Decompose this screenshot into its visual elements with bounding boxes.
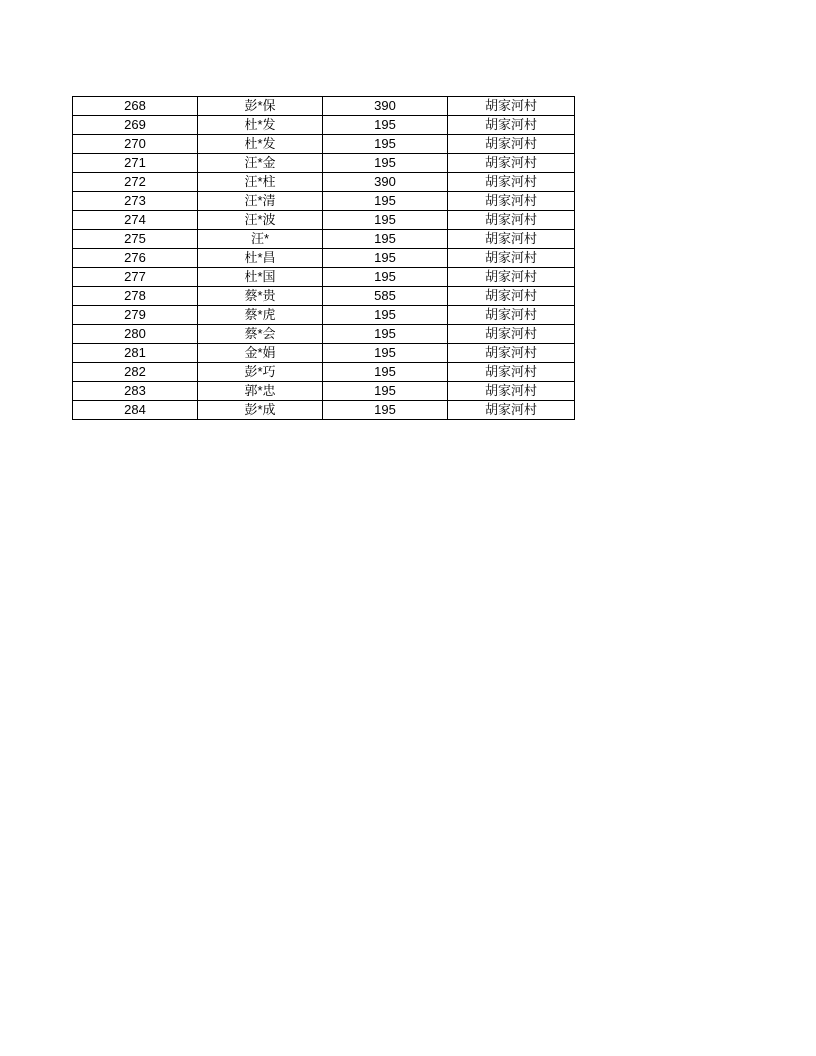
cell-number: 281	[73, 344, 198, 363]
cell-number: 277	[73, 268, 198, 287]
cell-name: 汪*金	[198, 154, 323, 173]
cell-amount: 195	[323, 211, 448, 230]
cell-village: 胡家河村	[448, 211, 575, 230]
cell-amount: 195	[323, 382, 448, 401]
table-row	[73, 344, 575, 363]
cell-name: 汪*柱	[198, 173, 323, 192]
table-row	[73, 401, 575, 420]
cell-village: 胡家河村	[448, 135, 575, 154]
cell-number: 271	[73, 154, 198, 173]
cell-number: 280	[73, 325, 198, 344]
table-row	[73, 173, 575, 192]
cell-number: 275	[73, 230, 198, 249]
cell-number: 284	[73, 401, 198, 420]
cell-number: 278	[73, 287, 198, 306]
cell-village: 胡家河村	[448, 325, 575, 344]
cell-name: 汪*	[198, 230, 323, 249]
cell-amount: 195	[323, 249, 448, 268]
cell-name: 蔡*贵	[198, 287, 323, 306]
cell-amount: 195	[323, 268, 448, 287]
cell-village: 胡家河村	[448, 230, 575, 249]
cell-village: 胡家河村	[448, 249, 575, 268]
cell-village: 胡家河村	[448, 268, 575, 287]
cell-amount: 195	[323, 116, 448, 135]
cell-name: 蔡*虎	[198, 306, 323, 325]
cell-name: 杜*发	[198, 116, 323, 135]
cell-amount: 195	[323, 325, 448, 344]
cell-number: 282	[73, 363, 198, 382]
table-row	[73, 192, 575, 211]
table-row	[73, 287, 575, 306]
cell-name: 汪*清	[198, 192, 323, 211]
cell-amount: 390	[323, 97, 448, 116]
cell-village: 胡家河村	[448, 154, 575, 173]
cell-number: 270	[73, 135, 198, 154]
cell-amount: 585	[323, 287, 448, 306]
table-row	[73, 116, 575, 135]
cell-name: 彭*巧	[198, 363, 323, 382]
cell-village: 胡家河村	[448, 344, 575, 363]
table-row	[73, 268, 575, 287]
cell-name: 杜*发	[198, 135, 323, 154]
cell-amount: 195	[323, 344, 448, 363]
table-row	[73, 306, 575, 325]
cell-amount: 195	[323, 154, 448, 173]
cell-village: 胡家河村	[448, 173, 575, 192]
table-row	[73, 135, 575, 154]
cell-amount: 195	[323, 135, 448, 154]
cell-amount: 390	[323, 173, 448, 192]
cell-village: 胡家河村	[448, 382, 575, 401]
cell-amount: 195	[323, 192, 448, 211]
cell-number: 269	[73, 116, 198, 135]
table-row	[73, 325, 575, 344]
cell-amount: 195	[323, 363, 448, 382]
cell-number: 274	[73, 211, 198, 230]
cell-name: 汪*波	[198, 211, 323, 230]
cell-number: 272	[73, 173, 198, 192]
table-row	[73, 249, 575, 268]
table-row	[73, 382, 575, 401]
cell-number: 283	[73, 382, 198, 401]
cell-number: 276	[73, 249, 198, 268]
cell-name: 彭*保	[198, 97, 323, 116]
cell-number: 279	[73, 306, 198, 325]
cell-village: 胡家河村	[448, 97, 575, 116]
cell-village: 胡家河村	[448, 192, 575, 211]
data-table	[72, 96, 575, 420]
cell-number: 273	[73, 192, 198, 211]
cell-name: 杜*国	[198, 268, 323, 287]
table-row	[73, 363, 575, 382]
cell-number: 268	[73, 97, 198, 116]
cell-village: 胡家河村	[448, 401, 575, 420]
cell-amount: 195	[323, 401, 448, 420]
table-row	[73, 211, 575, 230]
cell-name: 杜*昌	[198, 249, 323, 268]
cell-name: 金*娟	[198, 344, 323, 363]
table-body	[73, 97, 575, 420]
cell-village: 胡家河村	[448, 287, 575, 306]
cell-amount: 195	[323, 306, 448, 325]
table-row	[73, 97, 575, 116]
table-row	[73, 154, 575, 173]
cell-name: 郭*忠	[198, 382, 323, 401]
cell-village: 胡家河村	[448, 306, 575, 325]
cell-name: 彭*成	[198, 401, 323, 420]
cell-amount: 195	[323, 230, 448, 249]
table-row	[73, 230, 575, 249]
cell-village: 胡家河村	[448, 116, 575, 135]
cell-village: 胡家河村	[448, 363, 575, 382]
cell-name: 蔡*会	[198, 325, 323, 344]
